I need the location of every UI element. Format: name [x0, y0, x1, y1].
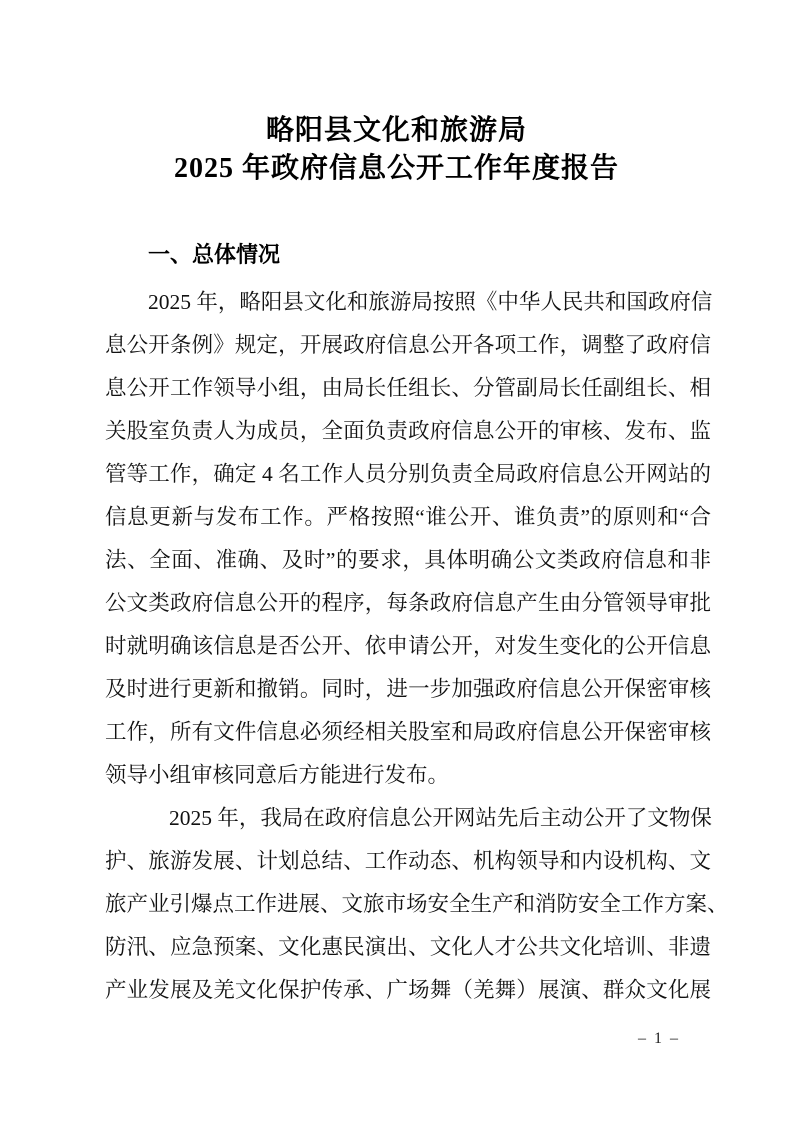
text-line: 关股室负责人为成员，全面负责政府信息公开的审核、发布、监 — [105, 419, 711, 443]
document-title — [0, 112, 793, 188]
text-line: 管等工作，确定 4 名工作人员分别负责全局政府信息公开网站的 — [105, 462, 711, 486]
text-line: 护、旅游发展、计划总结、工作动态、机构领导和内设机构、文 — [105, 849, 711, 873]
text-line: 防汛、应急预案、文化惠民演出、文化人才公共文化培训、非遗 — [105, 935, 711, 959]
text-line: 领导小组审核同意后方能进行发布。 — [105, 763, 450, 787]
text-line: 工作，所有文件信息必须经相关股室和局政府信息公开保密审核 — [105, 720, 711, 744]
text-line: 旅产业引爆点工作进展、文旅市场安全生产和消防安全工作方案、 — [105, 892, 729, 916]
text-line: 法、全面、准确、及时”的要求，具体明确公文类政府信息和非 — [105, 548, 711, 572]
page-number: – 1 – — [638, 1030, 680, 1047]
paragraph — [105, 281, 711, 797]
section-heading: 一、总体情况 — [148, 242, 281, 267]
text-line: 公文类政府信息公开的程序，每条政府信息产生由分管领导审批 — [105, 591, 711, 615]
text-line: 及时进行更新和撤销。同时，进一步加强政府信息公开保密审核 — [105, 677, 711, 701]
text-line: 2025 年，略阳县文化和旅游局按照《中华人民共和国政府信 — [148, 290, 713, 314]
text-line: 2025 年，我局在政府信息公开网站先后主动公开了文物保 — [169, 806, 712, 830]
text-line: 信息更新与发布工作。严格按照“谁公开、谁负责”的原则和“合 — [105, 505, 711, 529]
text-line: 时就明确该信息是否公开、依申请公开，对发生变化的公开信息 — [105, 634, 711, 658]
text-line: 产业发展及羌文化保护传承、广场舞（羌舞）展演、群众文化展 — [105, 978, 711, 1002]
document-body — [105, 281, 729, 1012]
title-line-2: 2025 年政府信息公开工作年度报告 — [173, 153, 619, 184]
text-line: 息公开条例》规定，开展政府信息公开各项工作，调整了政府信 — [105, 333, 711, 357]
title-line-1: 略阳县文化和旅游局 — [265, 115, 527, 146]
paragraph — [105, 797, 729, 1012]
text-line: 息公开工作领导小组，由局长任组长、分管副局长任副组长、相 — [105, 376, 711, 400]
